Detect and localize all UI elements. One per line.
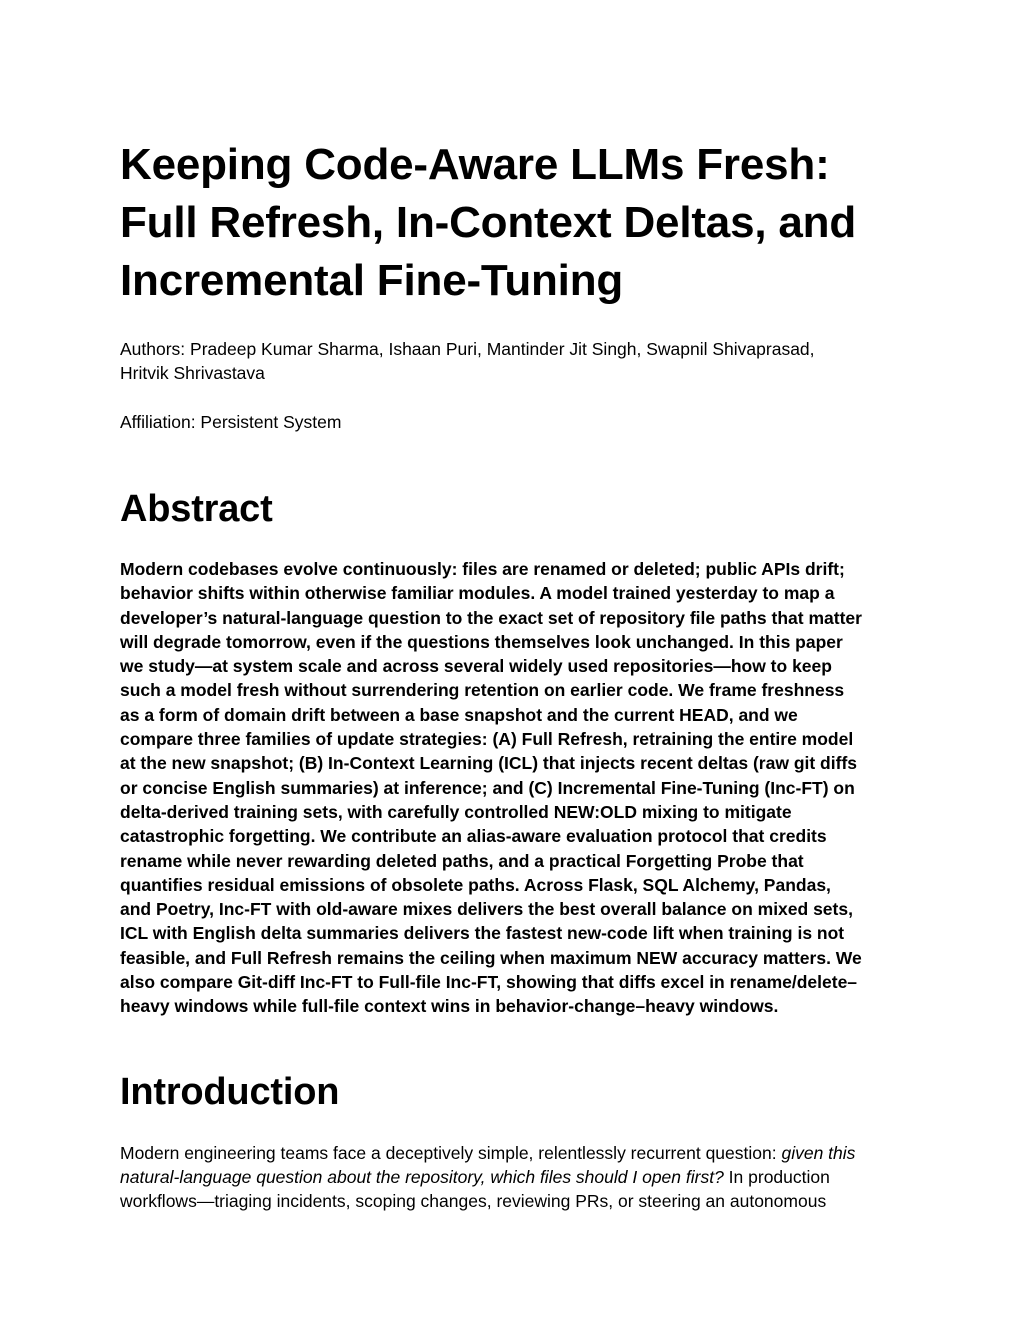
abstract-line: we study—at system scale and across several widely used repositories—how to keep <box>120 656 832 677</box>
abstract-line: catastrophic forgetting. We contribute an alias-aware evaluation protocol that credits <box>120 826 827 847</box>
title-line: Incremental Fine-Tuning <box>120 256 624 305</box>
paper-title <box>120 136 910 310</box>
abstract-line: or concise English summaries) at inference; and (C) Incremental Fine-Tuning (Inc-FT) on <box>120 777 855 798</box>
affiliation: Affiliation: Persistent System <box>120 412 342 432</box>
abstract-line: such a model fresh without surrendering retention on earlier code. We frame freshness <box>120 680 845 701</box>
authors-line: Hritvik Shrivastava <box>120 363 265 383</box>
title-line: Full Refresh, In-Context Deltas, and <box>120 198 857 247</box>
intro-text: In production <box>723 1166 830 1187</box>
abstract-line: and Poetry, Inc-FT with old-aware mixes delivers the best overall balance on mixed sets, <box>120 899 853 920</box>
paper-page <box>120 136 910 1214</box>
abstract-line: developer’s natural-language question to the exact set of repository file paths that matter <box>120 607 862 628</box>
abstract-line: Modern codebases evolve continuously: files are renamed or deleted; public APIs drift; <box>120 559 845 579</box>
intro-italic-text: given this <box>781 1142 856 1163</box>
abstract-line: will degrade tomorrow, even if the questions themselves look unchanged. In this paper <box>120 631 843 652</box>
abstract-line: behavior shifts within otherwise familiar modules. A model trained yesterday to map a <box>120 583 835 604</box>
abstract-line: heavy windows while full-file context wins in behavior-change–heavy windows. <box>120 996 779 1017</box>
introduction-body <box>120 1141 880 1214</box>
abstract-line: also compare Git-diff Inc-FT to Full-file Inc-FT, showing that diffs excel in rename/delete– <box>120 972 858 993</box>
abstract-line: at the new snapshot; (B) In-Context Learning (ICL) that injects recent deltas (raw git diffs <box>120 753 857 774</box>
abstract-body <box>120 557 910 1019</box>
intro-text: workflows—triaging incidents, scoping changes, reviewing PRs, or steering an autonomous <box>120 1191 827 1212</box>
abstract-line: as a form of domain drift between a base snapshot and the current HEAD, and we <box>120 704 798 725</box>
abstract-line: feasible, and Full Refresh remains the ceiling when maximum NEW accuracy matters. We <box>120 947 862 968</box>
authors-line: Authors: Pradeep Kumar Sharma, Ishaan Puri, Mantinder Jit Singh, Swapnil Shivaprasad, <box>120 339 815 359</box>
abstract-line: quantifies residual emissions of obsolete paths. Across Flask, SQL Alchemy, Pandas, <box>120 874 831 895</box>
intro-text: Modern engineering teams face a deceptively simple, relentlessly recurrent question: <box>120 1142 782 1163</box>
title-line: Keeping Code-Aware LLMs Fresh: <box>120 140 830 189</box>
introduction-heading: Introduction <box>120 1070 340 1113</box>
abstract-line: delta-derived training sets, with carefully controlled NEW:OLD mixing to mitigate <box>120 801 792 822</box>
intro-italic-text: natural-language question about the repository, which files should I open first? <box>120 1166 724 1187</box>
abstract-line: compare three families of update strategies: (A) Full Refresh, retraining the entire model <box>120 729 854 750</box>
abstract-line: rename while never rewarding deleted paths, and a practical Forgetting Probe that <box>120 850 804 871</box>
authors <box>120 337 910 385</box>
abstract-heading: Abstract <box>120 488 273 530</box>
abstract-line: ICL with English delta summaries delivers the fastest new-code lift when training is not <box>120 923 845 944</box>
